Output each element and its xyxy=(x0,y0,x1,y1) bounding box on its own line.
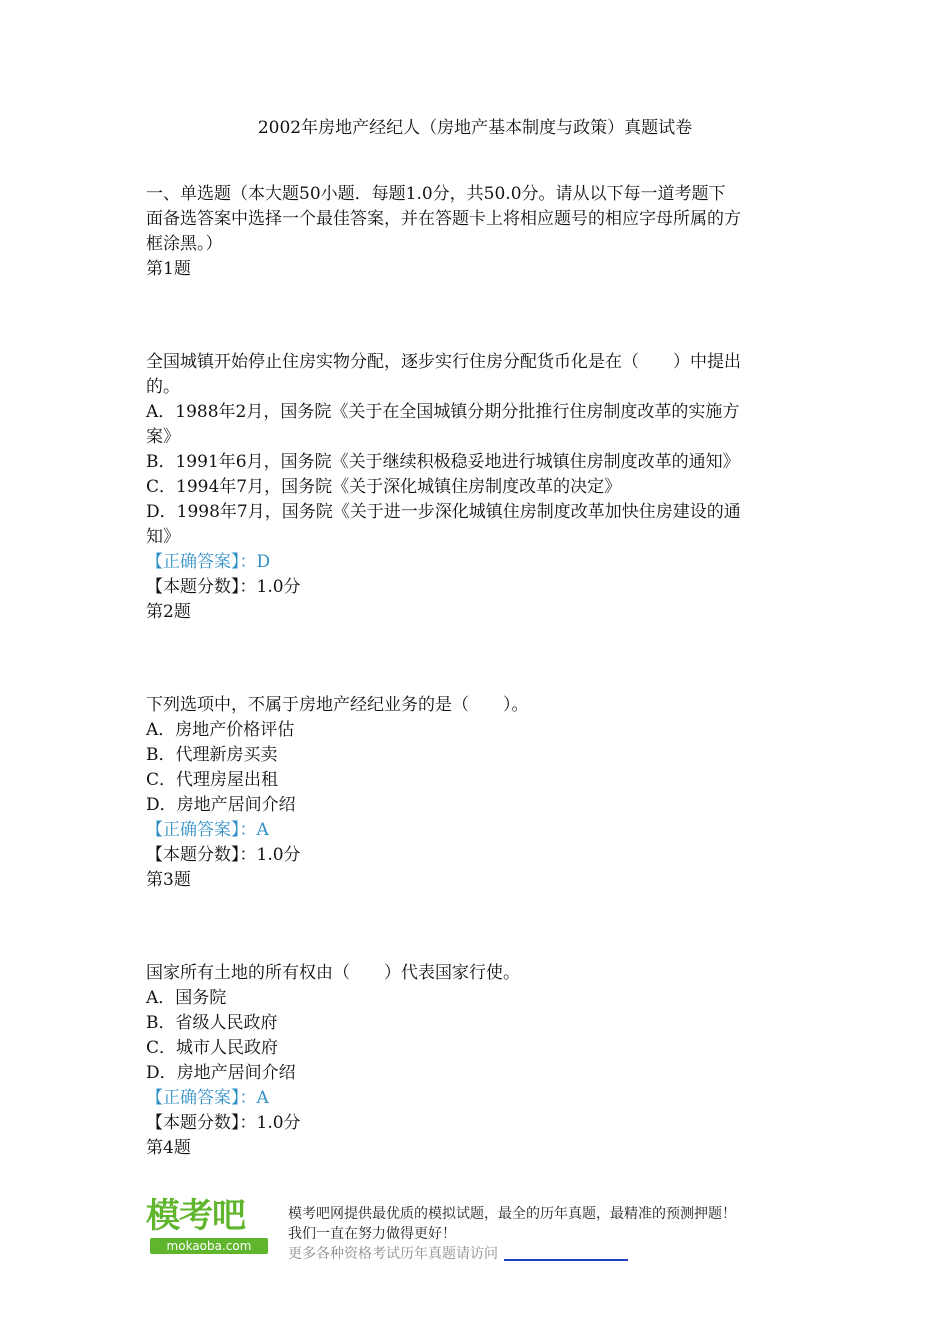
option-line: B．1991年6月，国务院《关于继续积极稳妥地进行城镇住房制度改革的通知》 xyxy=(146,452,740,472)
section-heading-line: 面备选答案中选择一个最佳答案，并在答题卡上将相应题号的相应字母所属的方 xyxy=(146,209,741,229)
footer-line-1: 模考吧网提供最优质的模拟试题，最全的历年真题，最精准的预测押题！ xyxy=(288,1206,736,1222)
footer-line-2: 我们一直在努力做得更好！ xyxy=(288,1226,456,1242)
logo-url: mokaoba.com xyxy=(150,1238,268,1254)
option-line: C．代理房屋出租 xyxy=(146,770,279,790)
option-line: D．房地产居间介绍 xyxy=(146,795,296,815)
option-line: D．房地产居间介绍 xyxy=(146,1063,296,1083)
question-label-next: 第4题 xyxy=(146,1138,191,1158)
footer-text xyxy=(288,1204,818,1264)
exam-content xyxy=(146,182,814,1161)
question-score: 【本题分数】：1.0分 xyxy=(146,577,301,597)
question-spacer xyxy=(146,625,814,693)
section-heading-line: 一、单选题（本大题50小题．每题1.0分，共50.0分。请从以下每一道考题下 xyxy=(146,184,726,204)
question-spacer xyxy=(146,893,814,961)
page-title: 2002年房地产经纪人（房地产基本制度与政策）真题试卷 xyxy=(257,118,693,138)
question-stem-line: 全国城镇开始停止住房实物分配，逐步实行住房分配货币化是在（ ）中提出 xyxy=(146,352,741,372)
question-1 xyxy=(146,257,814,600)
section-heading xyxy=(146,182,814,257)
option-line: D．1998年7月，国务院《关于进一步深化城镇住房制度改革加快住房建设的通 xyxy=(146,502,741,522)
question-score: 【本题分数】：1.0分 xyxy=(146,1113,301,1133)
footer-line-3-text: 更多各种资格考试历年真题请访问 xyxy=(288,1246,498,1262)
option-line: 案》 xyxy=(146,427,180,447)
correct-answer: 【正确答案】：D xyxy=(146,552,271,572)
question-label: 第2题 xyxy=(146,602,191,622)
option-line: B．代理新房买卖 xyxy=(146,745,278,765)
footer-line-3 xyxy=(288,1244,818,1264)
option-line: B．省级人民政府 xyxy=(146,1013,278,1033)
section-heading-line: 框涂黑。） xyxy=(146,234,223,254)
question-3 xyxy=(146,868,814,1136)
footer-banner xyxy=(146,1196,814,1266)
option-line: C．1994年7月，国务院《关于深化城镇住房制度改革的决定》 xyxy=(146,477,622,497)
correct-answer: 【正确答案】：A xyxy=(146,1088,269,1108)
correct-answer: 【正确答案】：A xyxy=(146,820,269,840)
logo-text: 模考吧 xyxy=(146,1196,245,1236)
question-label: 第1题 xyxy=(146,259,191,279)
question-stem-line: 的。 xyxy=(146,377,180,397)
question-2 xyxy=(146,600,814,868)
option-line: C．城市人民政府 xyxy=(146,1038,279,1058)
mokaoba-logo[interactable] xyxy=(146,1196,272,1260)
question-spacer xyxy=(146,282,814,350)
question-stem-line: 下列选项中，不属于房地产经纪业务的是（ ）。 xyxy=(146,695,529,715)
question-score: 【本题分数】：1.0分 xyxy=(146,845,301,865)
option-line: A．国务院 xyxy=(146,988,227,1008)
option-line: 知》 xyxy=(146,527,180,547)
question-stem-line: 国家所有土地的所有权由（ ）代表国家行使。 xyxy=(146,963,520,983)
option-line: A．1988年2月，国务院《关于在全国城镇分期分批推行住房制度改革的实施方 xyxy=(146,402,740,422)
option-line: A．房地产价格评估 xyxy=(146,720,295,740)
question-label: 第3题 xyxy=(146,870,191,890)
footer-link[interactable] xyxy=(504,1245,628,1261)
